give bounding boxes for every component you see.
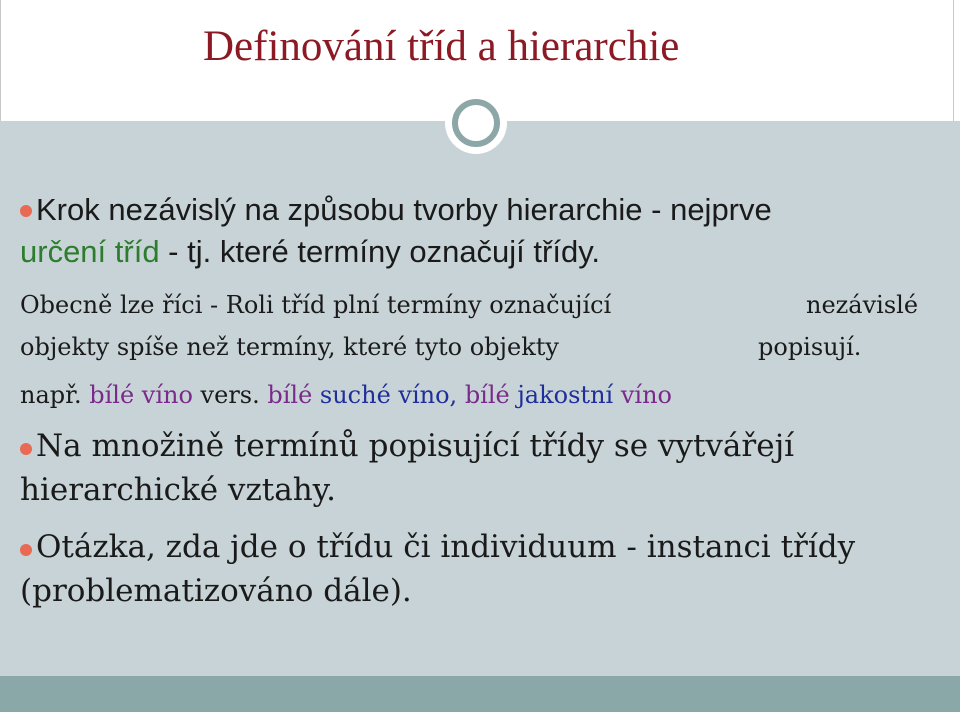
- example-term-4: bílé: [457, 381, 510, 409]
- bullet-icon: [20, 544, 32, 556]
- example-term-2: bílé: [267, 381, 313, 409]
- divider-ring-icon: [452, 99, 500, 147]
- example-term-6: víno: [613, 381, 672, 409]
- example-term-1: bílé víno: [89, 381, 193, 409]
- bullet-1-line-1: Krok nezávislý na způsobu tvorby hierarchie - nejprve: [36, 192, 772, 227]
- bullet-3-line-1: Otázka, zda jde o třídu či individuum - instanci třídy: [36, 529, 856, 565]
- title-left-edge: [0, 0, 1, 121]
- highlight-urceni-trid: určení tříd: [20, 234, 160, 269]
- bullet-2-line-2: hierarchické vztahy.: [20, 472, 336, 508]
- bottom-band: [0, 676, 960, 712]
- bullet-2-line-1: Na množině termínů popisující třídy se vytvářejí: [36, 428, 795, 464]
- bullet-icon: [20, 205, 32, 217]
- example-term-5: jakostní: [509, 381, 614, 409]
- paragraph-line-1-left: Obecně lze říci - Roli tříd plní termíny označující: [20, 291, 612, 319]
- example-prefix: např.: [20, 381, 90, 409]
- example-vers: vers.: [192, 381, 268, 409]
- slide-title: Definování tříd a hierarchie: [203, 23, 680, 70]
- paragraph-line-1-right: nezávislé: [806, 291, 919, 319]
- example-line: [20, 381, 672, 409]
- bullet-1-line-2-rest: - tj. které termíny označují třídy.: [159, 234, 601, 269]
- bullet-icon: [20, 443, 32, 455]
- example-term-3: suché víno,: [312, 381, 458, 409]
- paragraph-line-2-right: popisují.: [758, 333, 862, 361]
- title-right-edge: [953, 0, 954, 121]
- paragraph-line-2-left: objekty spíše než termíny, které tyto objekty: [20, 333, 559, 361]
- bullet-1-line-2: [20, 234, 600, 270]
- bullet-3-line-2: (problematizováno dále).: [20, 573, 412, 609]
